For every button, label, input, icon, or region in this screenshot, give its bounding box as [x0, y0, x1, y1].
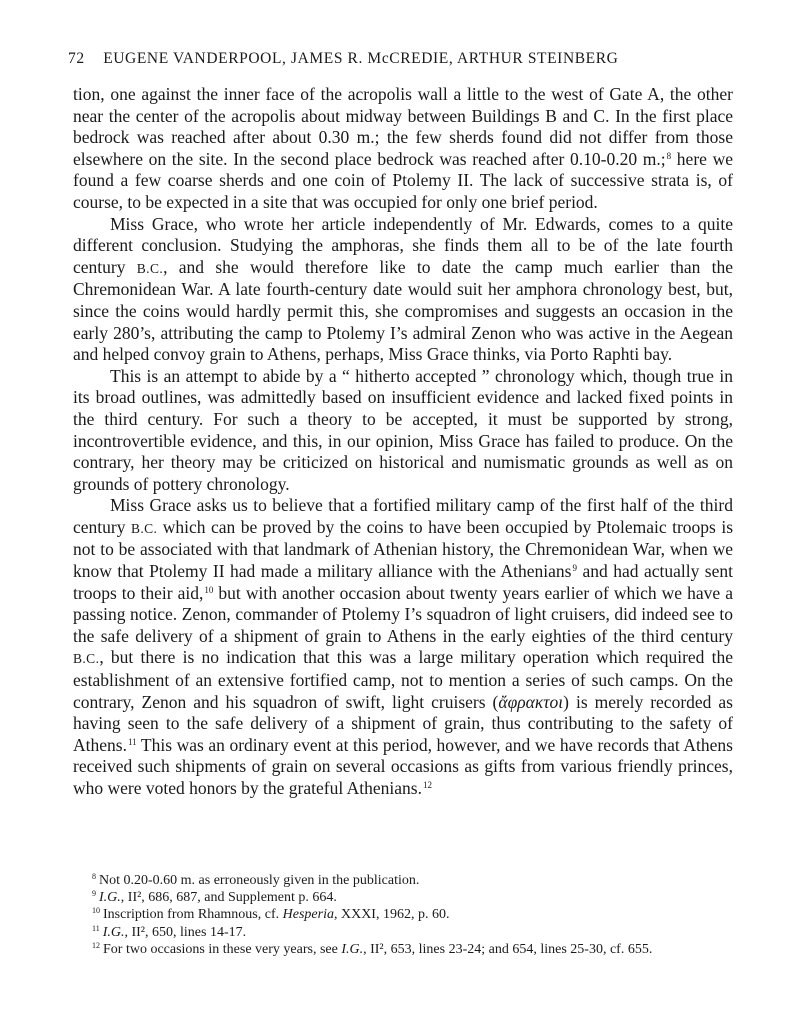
footnote-text: , II², 686, 687, and Supplement p. 664. [120, 890, 337, 906]
p4-text-c: and had actually sent troops to their aid, [73, 561, 733, 603]
footnote-ref-9[interactable]: 9 [572, 563, 577, 574]
running-title: EUGENE VANDERPOOL, JAMES R. McCREDIE, ARTHUR STEINBERG [103, 50, 619, 67]
footnote-italic: Hesperia [282, 907, 334, 923]
footnote-italic: I.G. [102, 924, 125, 940]
p4-text-a: Miss Grace asks us to believe that a fortified military camp of the first half of the third century [73, 495, 733, 537]
p4-text-d: but with another occasion about twenty years earlier of which we have a passing notice. Zenon, commander of Ptolemy I’s squadron of light cruisers, did indeed see to the safe delivery of a shipment of grain to Athens in the early eighties of the third century [73, 582, 733, 646]
paragraph-2 [73, 214, 733, 366]
footnote-11 [73, 924, 733, 941]
p4-text-g: This was an ordinary event at this period, however, and we have records that Athens received such shipments of grain on several occasions as gifts from various friendly princes, who were voted honors by the grateful Athenians. [73, 734, 733, 798]
footnote-ref-10[interactable]: 10 [204, 584, 214, 595]
paragraph-1 [73, 84, 733, 214]
p1-text-end: here we found a few coarse sherds and one coin of Ptolemy II. The lack of successive strata is, of course, to be expected in a site that was occupied for only one brief period. [73, 148, 733, 212]
footnote-12 [73, 941, 733, 958]
paragraph-4 [73, 495, 733, 799]
p2-text-b: , and she would therefore like to date the camp much earlier than the Chremonidean War. A late fourth-century date would suit her amphora chronology best, but, since the coins would hardly permit this, she compromises and suggests an occasion in the early 280’s, attributing the camp to Ptolemy I’s admiral Zenon who was active in the Aegean and helped convoy grain to Athens, perhaps, Miss Grace thinks, via Porto Raphti bay. [73, 256, 733, 365]
footnote-text: , II², 653, lines 23-24; and 654, lines 25-30, cf. 655. [363, 941, 653, 957]
footnote-text: Not 0.20-0.60 m. as erroneously given in the publication. [99, 873, 420, 888]
bc-abbrev: B.C. [136, 260, 164, 276]
greek-word: ἄφρακτοι [498, 691, 564, 712]
bc-abbrev: B.C. [130, 520, 158, 536]
footnote-ref-8[interactable]: 8 [666, 150, 672, 161]
footnotes [73, 872, 733, 958]
footnote-text-pre: For two occasions in these very years, see [103, 941, 342, 957]
footnote-ref-12[interactable]: 12 [422, 780, 432, 790]
running-header [68, 50, 728, 74]
footnote-number: 11 [92, 923, 100, 933]
footnote-text-pre: Inscription from Rhamnous, cf. [103, 907, 283, 923]
p4-text-b: which can be proved by the coins to have been occupied by Ptolemaic troops is not to be associated with that landmark of Athenian history, the Chremonidean War, when we know that Ptolemy II had made a military alliance with the Athenians [73, 516, 734, 582]
p2-text-a: Miss Grace, who wrote her article independently of Mr. Edwards, comes to a quite different conclusion. Studying the amphoras, she finds them all to be of the late fourth century [73, 213, 733, 277]
body-text [73, 84, 733, 800]
page-number: 72 [68, 50, 85, 67]
footnote-italic: I.G. [99, 890, 121, 906]
bc-abbrev: B.C. [73, 651, 100, 667]
paragraph-3 [73, 366, 733, 496]
footnote-number: 8 [92, 872, 96, 881]
p1-text: tion, one against the inner face of the acropolis wall a little to the west of Gate A, the other near the center of the acropolis about midway between Buildings B and C. In the first place bedrock was reached after about 0.30 m.; the few sherds found did not differ from those elsewhere on the site. In the second place bedrock was reached after 0.10-0.20 m.; [73, 84, 733, 169]
p4-text-f: ) is merely recorded as having seen to the safe delivery of a shipment of grain, thus contributing to the safety of Athens. [73, 691, 733, 755]
footnote-number: 9 [92, 889, 96, 899]
p3-text: This is an attempt to abide by a “ hitherto accepted ” chronology which, though true in its broad outlines, was admittedly based on insufficient evidence and lacked fixed points in the third century. For such a theory to be accepted, it must be supported by strong, incontrovertible evidence, and this, in our opinion, Miss Grace has failed to produce. On the contrary, her theory may be criticized on historical and numismatic grounds as well as on grounds of pottery chronology. [73, 365, 733, 494]
footnote-9 [73, 889, 733, 906]
footnote-italic: I.G. [341, 941, 364, 957]
footnote-text: , XXXI, 1962, p. 60. [333, 907, 450, 923]
p4-text-e: , but there is no indication that this was a large military operation which required the establishment of an extensive fortified camp, not to mention a series of such camps. On the contrary, Zenon and his squadron of swift, light cruisers ( [73, 647, 733, 712]
footnote-10 [73, 906, 733, 923]
footnote-ref-11[interactable]: 11 [127, 736, 137, 747]
footnote-8 [73, 872, 733, 889]
footnote-number: 10 [92, 906, 100, 916]
footnote-text: , II², 650, lines 14-17. [124, 924, 247, 940]
footnote-number: 12 [92, 940, 100, 950]
